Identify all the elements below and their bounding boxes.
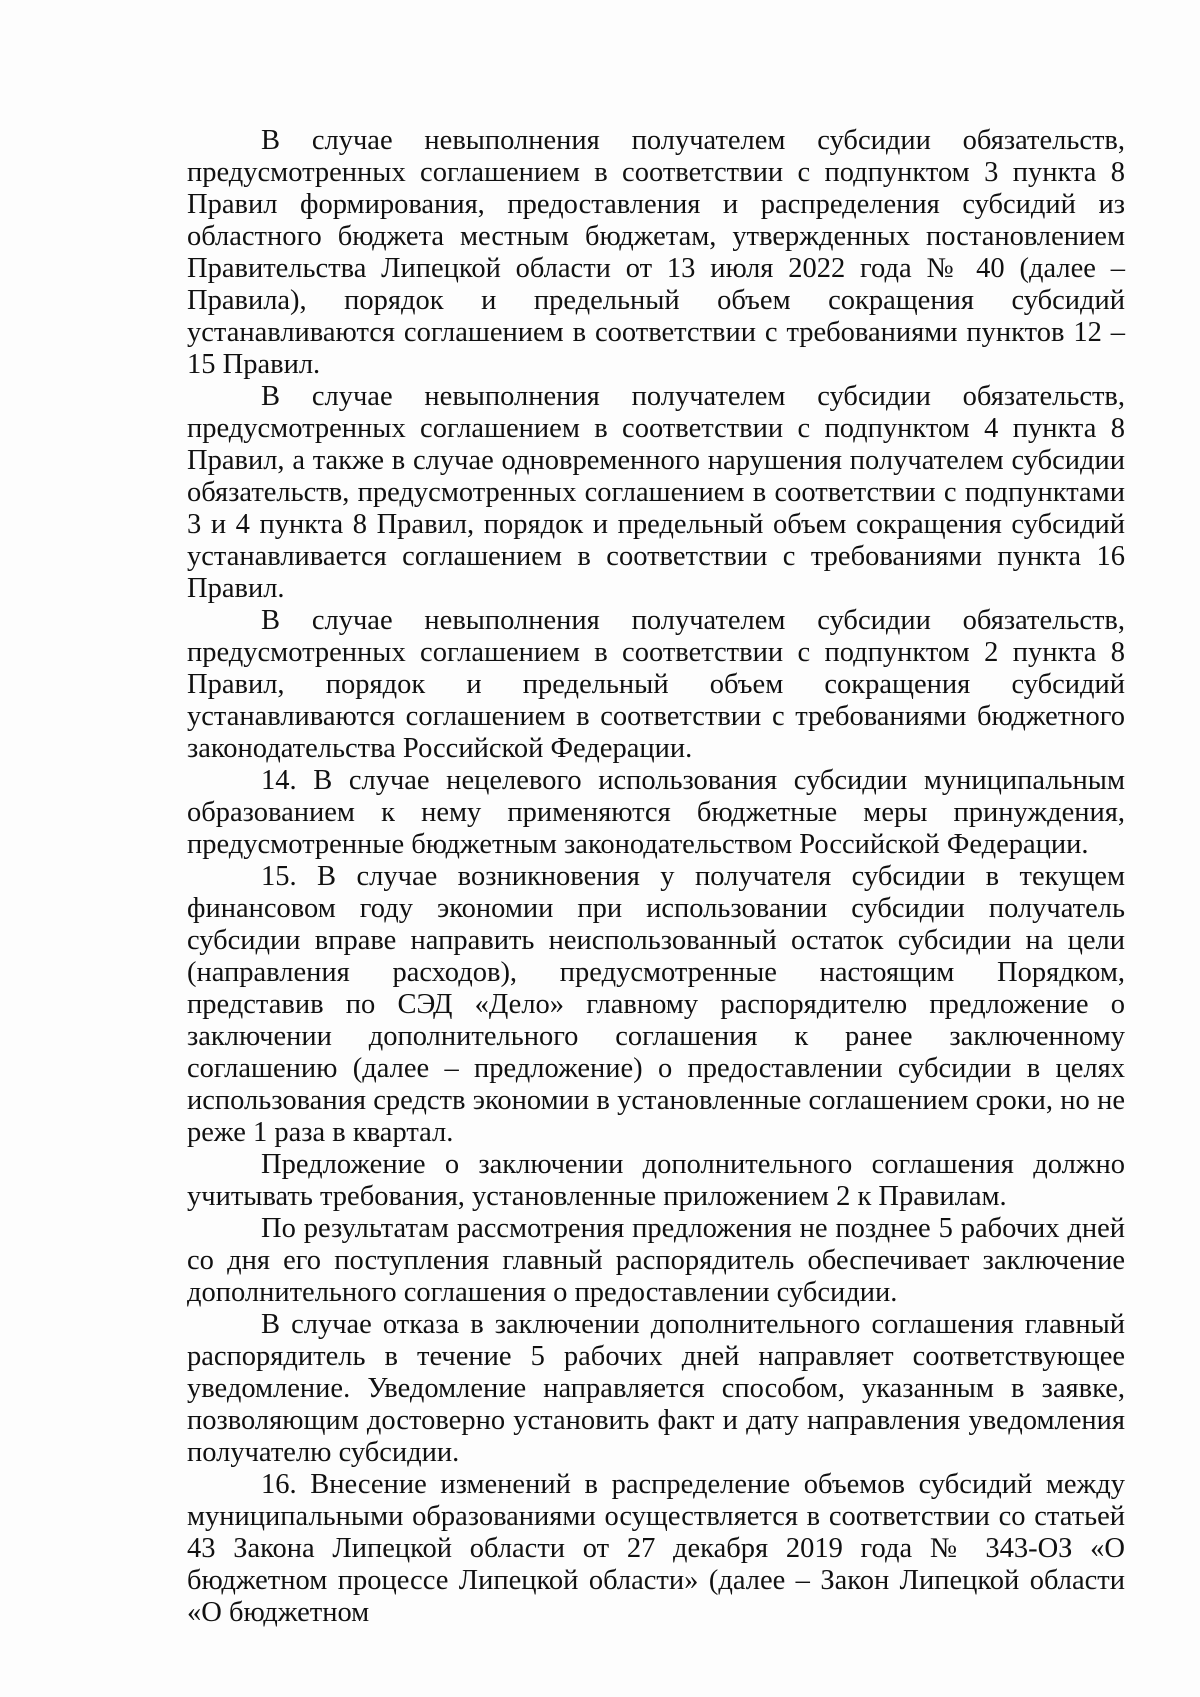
paragraph-4: 14. В случае нецелевого использования субсидии муниципальным образованием к нему применяются бюджетные меры принуждения, предусмотренные бюджетным законодательством Российской Федерации.: [187, 765, 1125, 860]
paragraph-8: В случае отказа в заключении дополнительного соглашения главный распорядитель в течение 5 рабочих дней направляет соответствующее уведомление. Уведомление направляется способом, указанным в заявке, позволяющим достоверно установить факт и дату направления уведомления получателю субсидии.: [187, 1309, 1125, 1468]
paragraph-7: По результатам рассмотрения предложения не позднее 5 рабочих дней со дня его поступления главный распорядитель обеспечивает заключение дополнительного соглашения о предоставлении субсидии.: [187, 1213, 1125, 1308]
paragraph-3: В случае невыполнения получателем субсидии обязательств, предусмотренных соглашением в соответствии с подпунктом 2 пункта 8 Правил, порядок и предельный объем сокращения субсидий устанавливаются соглашением в соответствии с требованиями бюджетного законодательства Российской Федерации.: [187, 605, 1125, 764]
paragraph-6: Предложение о заключении дополнительного соглашения должно учитывать требования, установленные приложением 2 к Правилам.: [187, 1149, 1125, 1212]
paragraph-2: В случае невыполнения получателем субсидии обязательств, предусмотренных соглашением в соответствии с подпунктом 4 пункта 8 Правил, а также в случае одновременного нарушения получателем субсидии обязательств, предусмотренных соглашением в соответствии с подпунктами 3 и 4 пункта 8 Правил, порядок и предельный объем сокращения субсидий устанавливается соглашением в соответствии с требованиями пункта 16 Правил.: [187, 381, 1125, 604]
paragraph-5: 15. В случае возникновения у получателя субсидии в текущем финансовом году экономии при использовании субсидии получатель субсидии вправе направить неиспользованный остаток субсидии на цели (направления расходов), предусмотренные настоящим Порядком, представив по СЭД «Дело» главному распорядителю предложение о заключении дополнительного соглашения к ранее заключенному соглашению (далее – предложение) о предоставлении субсидии в целях использования средств экономии в установленные соглашением сроки, но не реже 1 раза в квартал.: [187, 861, 1125, 1148]
document-body: [187, 125, 1125, 1629]
paragraph-9: 16. Внесение изменений в распределение объемов субсидий между муниципальными образованиями осуществляется в соответствии со статьей 43 Закона Липецкой области от 27 декабря 2019 года № 343-ОЗ «О бюджетном процессе Липецкой области» (далее – Закон Липецкой области «О бюджетном: [187, 1469, 1125, 1628]
paragraph-1: В случае невыполнения получателем субсидии обязательств, предусмотренных соглашением в соответствии с подпунктом 3 пункта 8 Правил формирования, предоставления и распределения субсидий из областного бюджета местным бюджетам, утвержденных постановлением Правительства Липецкой области от 13 июля 2022 года № 40 (далее – Правила), порядок и предельный объем сокращения субсидий устанавливаются соглашением в соответствии с требованиями пунктов 12 – 15 Правил.: [187, 125, 1125, 380]
